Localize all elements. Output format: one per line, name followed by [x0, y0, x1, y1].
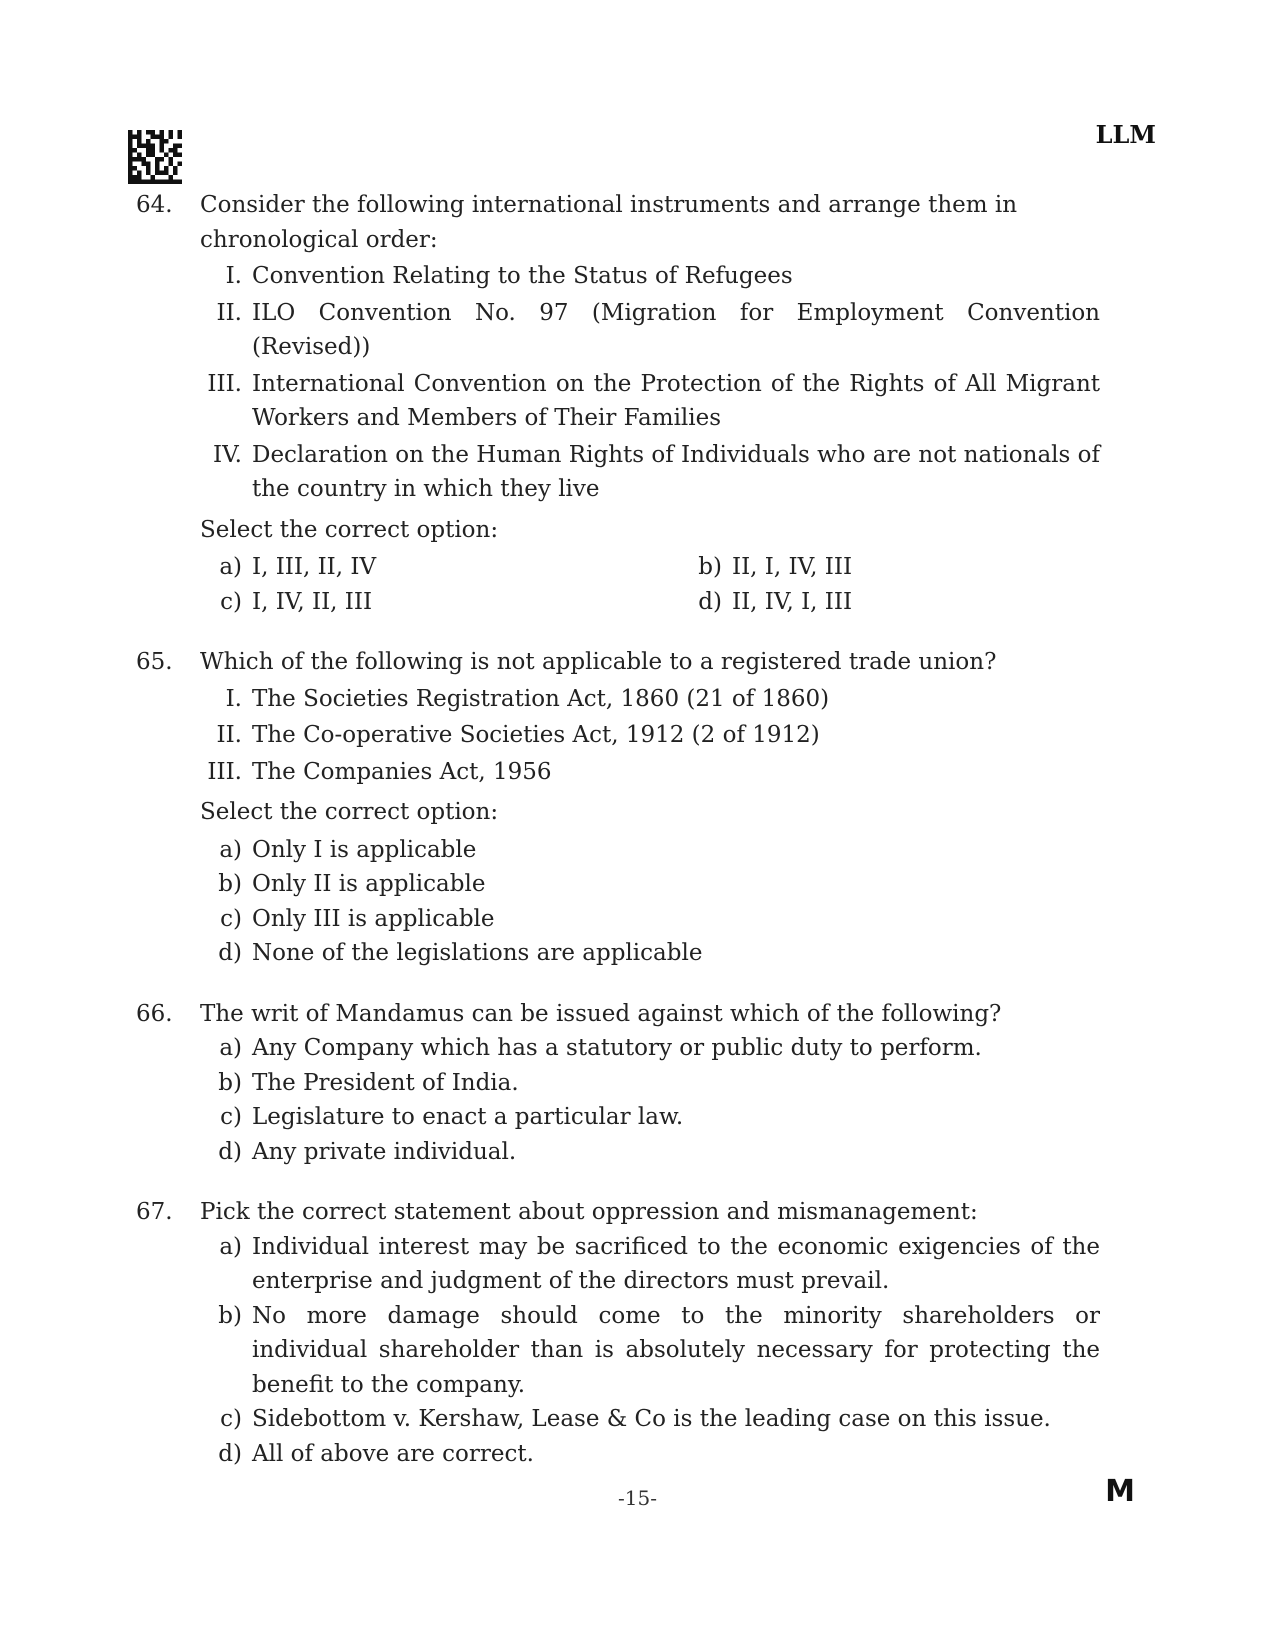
option-c[interactable] — [200, 1402, 1100, 1437]
question-64 — [136, 188, 1100, 619]
statement-item — [200, 755, 1100, 790]
option-letter: c) — [220, 588, 242, 615]
option-letter: d) — [218, 1440, 242, 1467]
option-c[interactable] — [200, 585, 680, 620]
statement-item — [200, 259, 1100, 294]
option-a[interactable] — [200, 1031, 1100, 1066]
option-a[interactable] — [200, 833, 1100, 868]
option-list — [200, 1031, 1100, 1169]
option-text: Only I is applicable — [252, 836, 477, 863]
option-text: The President of India. — [252, 1069, 519, 1096]
option-letter: a) — [219, 554, 242, 580]
statement-text: Declaration on the Human Rights of Individuals who are not nationals of the country in which they live — [252, 441, 1100, 502]
statement-item — [200, 367, 1100, 436]
option-letter: d) — [218, 940, 242, 966]
question-text: Pick the correct statement about oppression and mismanagement: — [200, 1199, 978, 1225]
question-text: The writ of Mandamus can be issued against which of the following? — [200, 1000, 1002, 1027]
option-letter: c) — [220, 1406, 242, 1432]
option-a[interactable] — [200, 1230, 1100, 1299]
option-grid — [200, 550, 1100, 619]
option-list — [200, 1230, 1100, 1472]
option-a[interactable] — [200, 550, 680, 585]
option-text: I, IV, II, III — [252, 588, 373, 615]
exam-code: LLM — [1095, 120, 1156, 149]
option-d[interactable] — [200, 936, 1100, 971]
option-letter: a) — [219, 1233, 242, 1260]
option-letter: a) — [219, 836, 242, 863]
option-text: II, I, IV, III — [732, 554, 853, 580]
statement-number: IV. — [213, 441, 242, 468]
statement-text: ILO Convention No. 97 (Migration for Employment Convention (Revised)) — [252, 299, 1100, 360]
series-code: M — [1105, 1474, 1135, 1509]
option-text: I, III, II, IV — [252, 554, 377, 580]
question-text: Consider the following international instruments and arrange them in chronological order: — [200, 192, 1018, 253]
statement-text: The Companies Act, 1956 — [252, 758, 552, 785]
statement-number: I. — [225, 685, 242, 712]
option-letter: c) — [220, 1104, 242, 1130]
question-text: Which of the following is not applicable to a registered trade union? — [200, 649, 997, 675]
option-b[interactable] — [680, 550, 1100, 585]
statement-item — [200, 438, 1100, 507]
option-text: Any Company which has a statutory or public duty to perform. — [252, 1035, 982, 1061]
statement-list — [200, 682, 1100, 790]
question-65 — [136, 645, 1100, 971]
option-b[interactable] — [200, 1299, 1100, 1403]
option-letter: c) — [220, 905, 242, 932]
option-text: All of above are correct. — [252, 1440, 534, 1467]
question-number: 64. — [136, 192, 173, 218]
option-text: Legislature to enact a particular law. — [252, 1104, 684, 1130]
option-d[interactable] — [200, 1135, 1100, 1170]
question-number: 65. — [136, 649, 173, 675]
option-letter: d) — [218, 1138, 242, 1165]
statement-number: III. — [207, 758, 242, 785]
select-label: Select the correct option: — [200, 799, 499, 825]
option-text: None of the legislations are applicable — [252, 940, 703, 966]
option-letter: a) — [219, 1035, 242, 1061]
option-letter: d) — [698, 588, 722, 615]
option-letter: b) — [218, 1302, 242, 1329]
select-label: Select the correct option: — [200, 516, 499, 543]
page-number: -15- — [618, 1486, 657, 1510]
option-b[interactable] — [200, 1066, 1100, 1101]
statement-text: The Societies Registration Act, 1860 (21 of 1860) — [252, 685, 830, 712]
question-number: 66. — [136, 1000, 173, 1027]
statement-list — [200, 259, 1100, 507]
option-list — [200, 833, 1100, 971]
option-text: Only II is applicable — [252, 871, 486, 897]
question-66 — [136, 997, 1100, 1170]
statement-item — [200, 718, 1100, 753]
qr-code-icon — [128, 130, 182, 184]
statement-number: I. — [225, 263, 242, 289]
option-text: Individual interest may be sacrificed to the economic exigencies of the enterprise and judgment of the directors must prevail. — [252, 1233, 1100, 1294]
question-67 — [136, 1195, 1100, 1471]
statement-item — [200, 296, 1100, 365]
option-d[interactable] — [200, 1437, 1100, 1472]
option-letter: b) — [218, 1069, 242, 1096]
option-b[interactable] — [200, 867, 1100, 902]
option-c[interactable] — [200, 1100, 1100, 1135]
question-list — [136, 188, 1100, 1497]
option-c[interactable] — [200, 902, 1100, 937]
statement-text: The Co-operative Societies Act, 1912 (2 of 1912) — [252, 722, 820, 748]
option-text: Any private individual. — [252, 1138, 517, 1165]
question-number: 67. — [136, 1199, 173, 1225]
statement-item — [200, 682, 1100, 717]
statement-number: II. — [216, 722, 242, 748]
statement-text: International Convention on the Protection of the Rights of All Migrant Workers and Members of Their Families — [252, 370, 1100, 431]
statement-number: III. — [207, 370, 242, 397]
option-letter: b) — [698, 554, 722, 580]
option-letter: b) — [218, 871, 242, 897]
option-text: No more damage should come to the minority shareholders or individual shareholder than is absolutely necessary for protecting the benefit to the company. — [252, 1302, 1100, 1398]
option-d[interactable] — [680, 585, 1100, 620]
statement-number: II. — [216, 299, 242, 326]
option-text: II, IV, I, III — [732, 588, 853, 615]
option-text: Sidebottom v. Kershaw, Lease & Co is the leading case on this issue. — [252, 1406, 1051, 1432]
statement-text: Convention Relating to the Status of Refugees — [252, 263, 793, 289]
option-text: Only III is applicable — [252, 905, 495, 932]
